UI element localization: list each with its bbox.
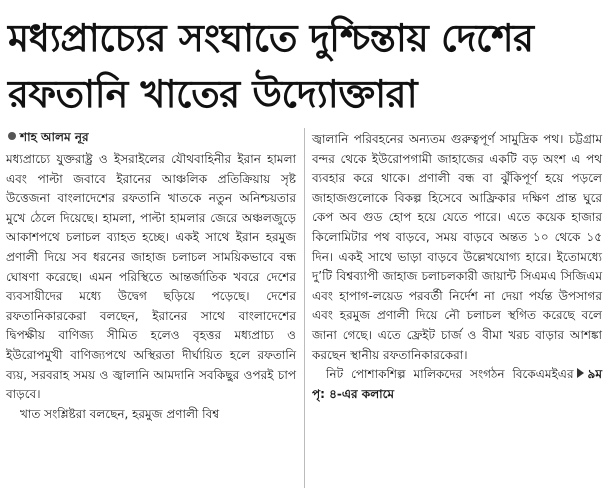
article-column-left [6, 150, 296, 424]
headline [8, 10, 602, 122]
headline-line-1: মধ্যপ্রাচ্যের সংঘাতে দুশ্চিন্তায় দেশের [8, 16, 534, 60]
byline-bullet-icon [8, 132, 16, 140]
byline-author: শাহ আলম নূর [20, 130, 89, 144]
byline [8, 129, 89, 149]
right-paragraph-1: জ্বালানি পরিবহনের অন্যতম গুরুত্বপূর্ণ সামুদ্রিক পথ। চট্টগ্রাম বন্দর থেকে ইউরোপগামী জাহাজের একটি বড় অংশ এ পথ ব্যবহার করে থাকে। প্রণালী বন্ধ বা ঝুঁকিপূর্ণ হয়ে পড়লে জাহাজগুলোকে বিকল্প হিসেবে আফ্রিকার দক্ষিণ প্রান্ত ঘুরে কেপ অব গুড হোপ হয়ে যেতে পারে। এতে কয়েক হাজার কিলোমিটার পথ বাড়বে, সময় বাড়বে অন্তত ১০ থেকে ১৫ দিন। একই সাথে ভাড়া বাড়বে উল্লেখযোগ্য হারে। ইতোমধ্যে দু’টি বিশ্বব্যাপী জাহাজ চলাচলকারী জায়ান্ট সিএমএ সিজিএম এবং হাপাগ-লয়েড পরবর্তী নির্দেশ না দেয়া পর্যন্ত উপসাগর এবং হরমুজ প্রণালী দিয়ে নৌ চলাচল স্থগিত করেছে বলে জানা গেছে। এতে ফ্রেইট চার্জ ও বীমা খরচ বাড়ার আশঙ্কা করছেন স্থানীয় রফতানিকারকেরা। [312, 132, 602, 362]
jump-arrow-icon [577, 368, 584, 378]
left-paragraph-2: খাত সংশ্লিষ্টরা বলছেন, হরমুজ প্রণালী বিশ্ব [20, 406, 220, 421]
right-paragraph-2 [312, 365, 602, 404]
column-divider [304, 128, 305, 488]
jump-text: ৯ম পৃ: ৪-এর কলামে [312, 367, 602, 401]
article-column-right [312, 130, 602, 404]
headline-line-2: রফতানি খাতের উদ্যোক্তারা [8, 72, 418, 116]
left-paragraph-1: মধ্যপ্রাচ্যে যুক্তরাষ্ট্র ও ইসরাইলের যৌথবাহিনীর ইরান হামলা এবং পাল্টা জবাবে ইরানের আঞ্চলিক প্রতিক্রিয়ায় সৃষ্ট উত্তেজনা বাংলাদেশের রফতানি খাতকে নতুন অনিশ্চয়তার মুখে ঠেলে দিয়েছে। হামলা, পাল্টা হামলার জেরে অঞ্চলজুড়ে আকাশপথে চলাচল ব্যাহত হচ্ছে। একই সাথে ইরান হরমুজ প্রণালী দিয়ে সব ধরনের জাহাজ চলাচল সাময়িকভাবে বন্ধ ঘোষণা করেছে। এমন পরিস্থিতে আন্তর্জাতিক খবরে দেশের ব্যবসায়ীদের মধ্যে উদ্বেগ ছড়িয়ে পড়েছে। দেশের রফতানিকারকেরা বলছেন, ইরানের সাথে বাংলাদেশের দ্বিপক্ষীয় বাণিজ্য সীমিত হলেও বৃহত্তর মধ্যপ্রাচ্য ও ইউরোপমুখী বাণিজ্যপথে অস্থিরতা দীর্ঘায়িত হলে রফতানি ব্যয়, সরবরাহ সময় ও জ্বালানি আমদানি সবকিছুর ওপরই চাপ বাড়বে। [6, 152, 296, 402]
right-paragraph-2-text: নিট পোশাকশিল্প মালিকদের সংগঠন বিকেএমইএর [326, 367, 574, 382]
